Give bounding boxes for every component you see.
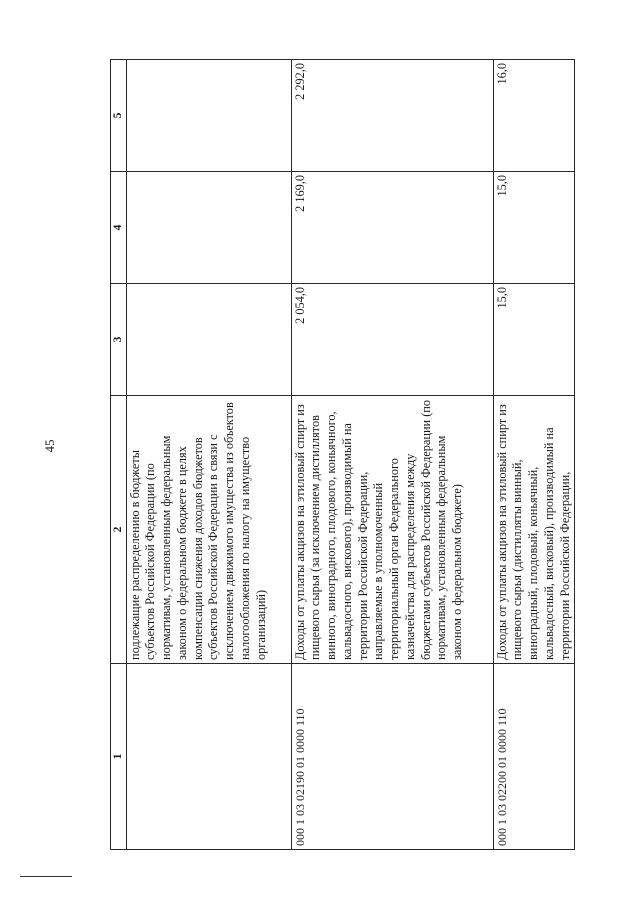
budget-revenue-table <box>110 59 575 850</box>
column-header-2: 2 <box>111 396 127 664</box>
row-value-col3: 2 054,0 <box>291 284 493 396</box>
table-header-row <box>111 60 127 850</box>
row-value-col5 <box>126 60 291 172</box>
column-header-3: 3 <box>111 284 127 396</box>
row-code: 000 1 03 02200 01 0000 110 <box>493 664 575 850</box>
table-row <box>126 60 291 850</box>
column-header-5: 5 <box>111 60 127 172</box>
page-number: 45 <box>42 439 57 453</box>
row-value-col4 <box>126 172 291 284</box>
row-name: Доходы от уплаты акцизов на этиловый спирт из пищевого сырья (дистилляты винный, виноградный, плодовый, коньячный, кальвадосный, висковый), производимый на территории Российской Федерации, <box>493 396 575 664</box>
column-header-4: 4 <box>111 172 127 284</box>
row-code <box>126 664 291 850</box>
rotated-table-wrapper <box>110 60 572 850</box>
row-value-col3: 15,0 <box>493 284 575 396</box>
column-header-1: 1 <box>111 664 127 850</box>
row-value-col4: 15,0 <box>493 172 575 284</box>
row-name: Доходы от уплаты акцизов на этиловый спирт из пищевого сырья (за исключением дистиллятов винного, виноградного, плодового, коньячного, кальвадосного, вискового), производимый на территории Российской Федерации, направляемые в уполномоченный территориальный орган Федерального казначейства для распределения между бюджетами субъектов Российской Федерации (по нормативам, установленным федеральным законом о федеральном бюджете) <box>291 396 493 664</box>
table-row <box>291 60 493 850</box>
row-value-col5: 16,0 <box>493 60 575 172</box>
row-code: 000 1 03 02190 01 0000 110 <box>291 664 493 850</box>
table-row <box>493 60 575 850</box>
row-value-col4: 2 169,0 <box>291 172 493 284</box>
row-value-col5: 2 292,0 <box>291 60 493 172</box>
row-value-col3 <box>126 284 291 396</box>
row-name: подлежащие распределению в бюджеты субъектов Российской Федерации (по нормативам, установленным федеральным законом о федеральном бюджете в целях компенсации снижения доходов бюджетов субъектов Российской Федерации в связи с исключением движимого имущества из объектов налогообложения по налогу на имущество организаций) <box>126 396 291 664</box>
footnote-rule <box>20 876 72 877</box>
